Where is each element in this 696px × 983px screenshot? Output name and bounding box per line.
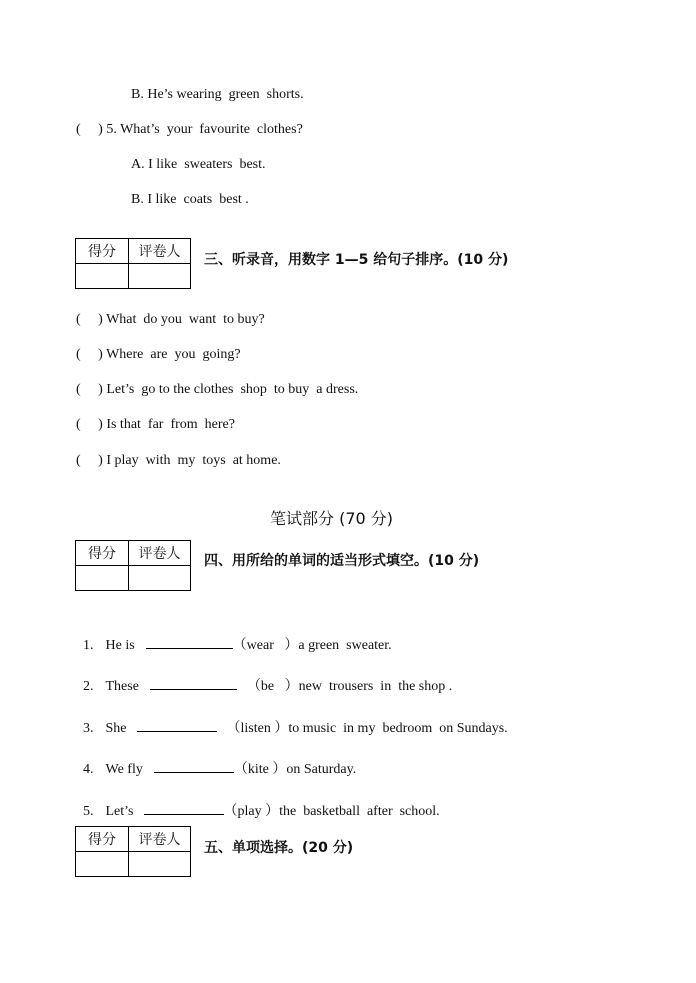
grader-label: 评卷人 [129,239,191,264]
fill-item-1 [76,616,392,655]
item-hint: （wear ）a green sweater. [232,638,392,653]
grader-cell [129,852,191,877]
answer-blank[interactable] [144,800,224,815]
item-hint: （be ）new trousers in the shop . [246,679,453,694]
grader-label: 评卷人 [129,827,191,852]
item-prefix: These [105,679,139,694]
item-prefix: She [105,721,127,736]
section4-title: 四、用所给的单词的适当形式填空。(10 分) [204,553,480,569]
q5-option-b: B. I like coats best . [131,192,249,207]
score-cell [76,852,129,877]
grader-cell [129,566,191,591]
item-prefix: We fly [105,762,143,777]
question-5: ( ) 5. What’s your favourite clothes? [76,122,303,137]
section3-item-5: ( ) I play with my toys at home. [76,453,281,468]
section5-title: 五、单项选择。(20 分) [204,840,354,856]
answer-blank[interactable] [137,717,217,732]
item-number: 2. [83,679,94,694]
answer-blank[interactable] [146,634,233,649]
score-cell [76,566,129,591]
grader-cell [129,264,191,289]
score-label: 得分 [76,239,129,264]
item-hint: （listen ）to music in my bedroom on Sundays. [226,721,508,736]
q5-option-a: A. I like sweaters best. [131,157,266,172]
item-number: 5. [83,804,94,819]
score-box-section3 [75,238,191,289]
fill-item-5 [76,782,440,821]
q4-option-b: B. He’s wearing green shorts. [131,87,304,102]
section3-item-1: ( ) What do you want to buy? [76,312,265,327]
item-number: 4. [83,762,94,777]
score-box-section4 [75,540,191,591]
section3-item-2: ( ) Where are you going? [76,347,241,362]
score-box-section5 [75,826,191,877]
fill-item-3 [76,699,508,738]
score-label: 得分 [76,827,129,852]
item-prefix: Let’s [105,804,134,819]
section3-title: 三、听录音，用数字 1—5 给句子排序。(10 分) [204,252,509,268]
section3-item-3: ( ) Let’s go to the clothes shop to buy a dress. [76,382,359,397]
fill-item-4 [76,740,356,779]
item-number: 3. [83,721,94,736]
item-hint: （kite ）on Saturday. [233,762,357,777]
score-cell [76,264,129,289]
score-label: 得分 [76,541,129,566]
section3-item-4: ( ) Is that far from here? [76,417,235,432]
item-hint: （play ）the basketball after school. [223,804,440,819]
answer-blank[interactable] [150,675,237,690]
answer-blank[interactable] [154,758,234,773]
item-prefix: He is [105,638,135,653]
item-number: 1. [83,638,94,653]
fill-item-2 [76,657,452,696]
written-part-title: 笔试部分 (70 分) [270,509,394,528]
grader-label: 评卷人 [129,541,191,566]
